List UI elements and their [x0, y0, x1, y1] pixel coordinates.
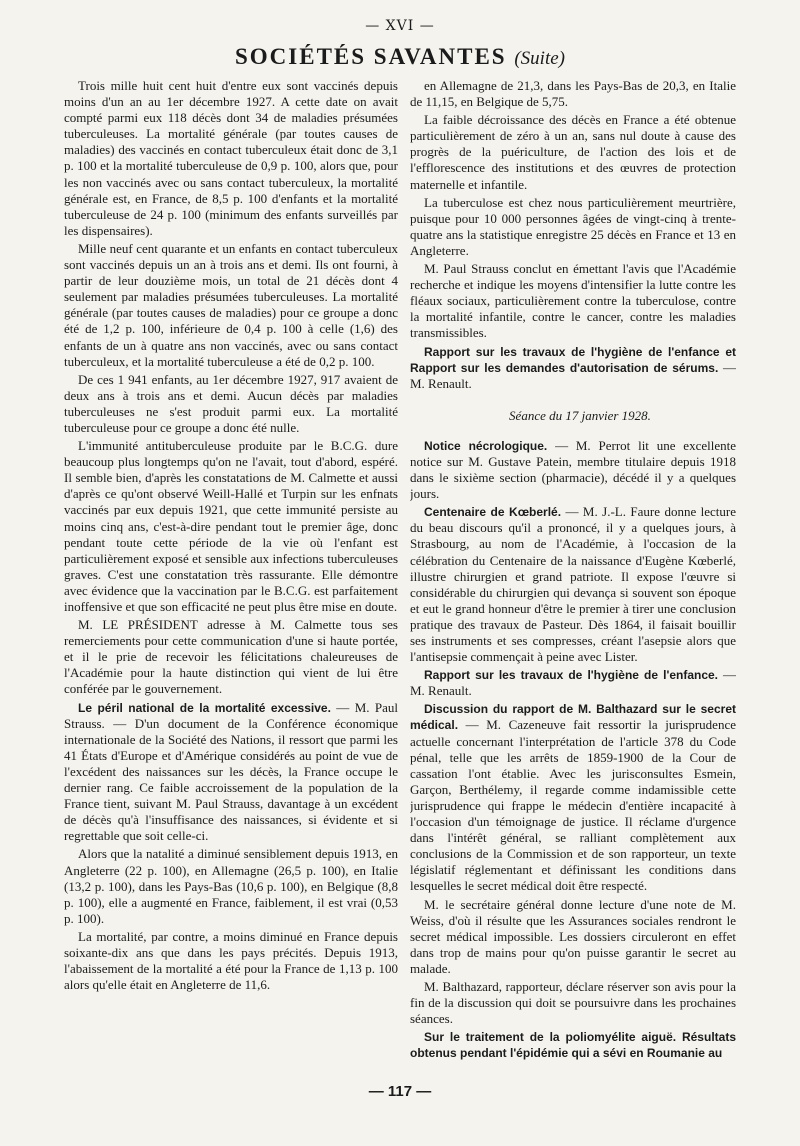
paragraph: L'immunité antituberculeuse produite par le B.C.G. dure beaucoup plus longtemps qu'on ne l'avait, tout d'abord, espéré. Il semble bien, d'après les constatations de M. Calmette et aussi d'après ce qu'ont observé Weill-Hallé et Turpin sur les enfnats vaccinés par eux depuis 1921, que cette immunité persiste au moins cinq ans, c'est-à-dire pendant tout le premier âge, donc pendant toute cette période de la vie où l'enfant est particulièrement exposé et sensible aux infections tuberculeuses graves. C'est une constatation très rassurante. Elle démontre avec évidence que la vaccination par le B.C.G. est parfaitement inoffensive et que son efficacité ne peut plus être mise en doute.	[64, 438, 398, 614]
section-heading-paragraph	[410, 438, 736, 502]
paragraph: Mille neuf cent quarante et un enfants en contact tuberculeux sont vaccinés depuis un an à trois ans et demi. Ils ont fourni, à partir de leur douzième mois, un total de 21 décès dont 4 seulement par maladies présumées tuberculeuses. La mortalité générale (par toutes causes de maladies) pour ce groupe a donc été de 1,2 p. 100, inférieure de 0,4 p. 100 à celle (1,6) des enfants de un à quatre ans non vaccinés, avec ou sans contact tuberculeux, et la mortalité tuberculeuse a été de 0,2 p. 100.	[64, 240, 398, 369]
section-heading: Le péril national de la mortalité excessive.	[78, 700, 331, 715]
page-number: — 117 —	[368, 1083, 432, 1100]
section-heading-paragraph	[64, 700, 398, 845]
right-column	[410, 78, 736, 1068]
section-heading: Notice nécrologique.	[424, 438, 548, 453]
paragraph: M. LE PRÉSIDENT adresse à M. Calmette tous ses remerciements pour cette communication d'une si haute portée, et il le prie de recevoir les félicitations chaleureuses de l'Académie pour la haute distinction qui vient de lui être conférée par le gouvernement.	[64, 617, 398, 697]
section-heading: Centenaire de Kœberlé.	[424, 505, 562, 520]
section-heading: Sur le traitement de la poliomyélite aiguë. Résultats obtenus pendant l'épidémie qui a sévi en Roumanie au	[410, 1030, 736, 1061]
section-body: — M. Renault.	[410, 667, 736, 699]
paragraph: Alors que la natalité a diminué sensiblement depuis 1913, en Angleterre (22 p. 100), en Allemagne (26,5 p. 100), en Italie (13,2 p. 100), dans les Pays-Bas (10,6 p. 100), en Belgique (8,8 p. 100), elle a augmenté en France, faiblement, il est vrai (0,53 p. 100).	[64, 846, 398, 926]
section-heading: Rapport sur les travaux de l'hygiène de l'enfance et Rapport sur les demandes d'autorisation de sérums.	[410, 344, 736, 375]
session-date: Séance du 17 janvier 1928.	[509, 407, 651, 423]
section-heading-paragraph	[410, 344, 736, 392]
paragraph: La tuberculose est chez nous particulièrement meurtrière, puisque pour 10 000 personnes âgées de vingt-cinq à trente-quatre ans la statistique enregistre 25 décès en France et 13 en Angleterre.	[410, 194, 736, 258]
paragraph: Trois mille huit cent huit d'entre eux sont vaccinés depuis moins d'un an au 1er décembre 1927. A cette date on avait compté parmi eux 118 décès dont 34 de maladies présumées tuberculeuses. La mortalité générale (par toutes causes de maladies) des vaccinés en contact tuberculeux était donc de 3,1 p. 100 et la mortalité tuberculeuse de 0,9 p. 100, alors que, pour les non vaccinés avec ou sans contact tuberculeux, la mortalité générale est, en France, de 8,5 p. 100 d'enfants et la mortalité tuberculeuse de 24 p. 100 (minimum des enfants surveillés par les dispensaires).	[64, 78, 398, 238]
section-heading-paragraph	[410, 504, 736, 665]
section-body: — M. Renault.	[410, 359, 736, 391]
section-heading-paragraph	[410, 701, 736, 894]
paragraph: La faible décroissance des décès en France a été obtenue particulièrement de zéro à un an, sans nul doute à cause des progrès de la puériculture, de l'action des lois et de l'efflorescence des institutions et des œuvres de protection maternelle et infantile.	[410, 112, 736, 192]
section-body: — M. Perrot lit une excellente notice sur M. Gustave Patein, membre titulaire depuis 1918 dans le sixième section (pharmacie), décédé il y a quelques jours.	[410, 437, 736, 502]
section-title-text: SOCIÉTÉS SAVANTES	[235, 44, 507, 69]
section-body: — M. J.-L. Faure donne lecture du beau discours qu'il a prononcé, il y a quelques jours, à Strasbourg, au nom de l'Académie, à l'occasion de la célébration du Centenaire de la naissance d'Eugène Kœberlé, illustre chirurgien et grand patriote. Il expose l'œuvre si considérable du chirurgien qui devança si souvent son époque et eut le grand honneur d'être le premier à tirer une conclusion pratique des travaux de Pasteur. Dès 1864, il faisait bouillir ses instruments et ses compresses, créant l'asepsie alors que l'antisepsie commençait à peine avec Lister.	[410, 504, 736, 665]
paragraph: M. Paul Strauss conclut en émettant l'avis que l'Académie recherche et indique les moyens d'intensifier la lutte contre les fléaux sociaux, particulièrement contre la tuberculose, contre la mortalité infantile, contre le cancer, contre les maladies transmissibles.	[410, 261, 736, 341]
paragraph: M. Balthazard, rapporteur, déclare réserver son avis pour la fin de la discussion qui doit se poursuivre dans les prochaines séances.	[410, 978, 736, 1027]
section-body: — M. Cazeneuve fait ressortir la jurisprudence actuelle concernant l'interprétation de l'article 378 du Code pénal, telle que les arrêts de 1859-1900 de la Cour de cassation l'ont établie. Avec les jurisconsultes Esmein, Garçon, Berthélemy, il regarde comme indamissible cette jurisprudence qui frappe le médecin d'entière incapacité à l'occasion d'un témoignage de justice. Il réclame d'urgence dans l'intérêt général, se ralliant complètement aux conclusions de la Commission et de son rapporteur, un texte législatif réglementant et définissant les conditions dans lesquelles le secret médical doit être respecté.	[410, 717, 736, 894]
section-heading-paragraph	[410, 667, 736, 699]
paragraph: M. le secrétaire général donne lecture d'une note de M. Weiss, d'où il résulte que les Assurances sociales rendront le secret médical impossible. Les dossiers circuleront en effet dans trop de mains pour qu'on puisse garantir le secret au malade.	[410, 896, 736, 976]
section-body: — M. Paul Strauss. — D'un document de la Conférence économique internationale de la Société des Nations, il ressort que parmi les 41 États d'Europe et d'Amérique considérés au point de vue de l'excédent des naissances sur les décès, la France occupe le dernier rang. Ce faible accroissement de la population de la France tient, suivant M. Paul Strauss, davantage à un excédent de décès qu'à l'insuffisance des naissances, si évidente et si regrettable que soit celle-ci.	[64, 699, 398, 844]
section-title	[0, 44, 800, 70]
section-title-suite: (Suite)	[514, 48, 565, 69]
section-heading: Rapport sur les travaux de l'hygiène de l'enfance.	[424, 668, 719, 683]
paragraph: en Allemagne de 21,3, dans les Pays-Bas de 20,3, en Italie de 11,15, en Belgique de 5,75.	[410, 78, 736, 110]
section-heading-paragraph	[410, 1029, 736, 1061]
section-heading: Discussion du rapport de M. Balthazard sur le secret médical.	[410, 702, 736, 733]
left-column	[64, 78, 398, 1068]
roman-page-number: — XVI —	[365, 18, 435, 34]
paragraph: De ces 1 941 enfants, au 1er décembre 1927, 917 avaient de deux ans à trois ans et demi. Aucun décès par maladies tuberculeuses ne s'est produit parmi eux. La mortalité tuberculeuse pour ce groupe a donc été nulle.	[64, 371, 398, 435]
paragraph: La mortalité, par contre, a moins diminué en France depuis soixante-dix ans que dans les pays précités. Depuis 1913, l'abaissement de la mortalité a été pour la France de 1,13 p. 100 alors qu'elle était en Angleterre de 11,6.	[64, 928, 398, 993]
